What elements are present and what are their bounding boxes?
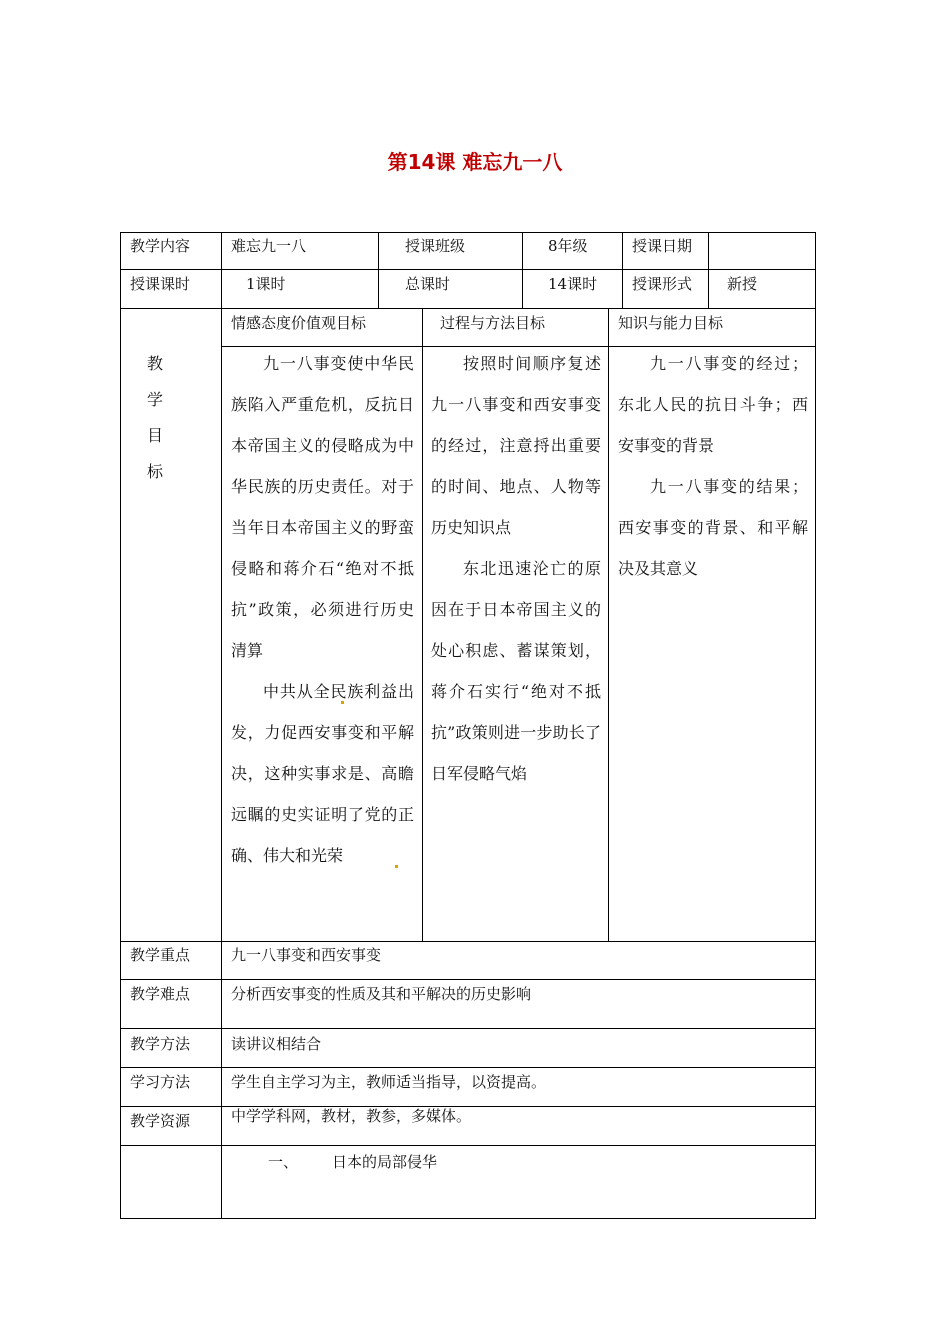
objectives-label-char: 目 bbox=[146, 426, 163, 445]
column-divider bbox=[708, 232, 709, 309]
total-hours-value: 14课时 bbox=[548, 275, 598, 293]
attitude-objective-p2: 中共从全民族利益出发，力促西安事变和平解决，这种实事求是、高瞻远瞩的史实证明了党的正确、伟大和光荣 bbox=[231, 682, 414, 865]
resources-label: 教学资源 bbox=[130, 1112, 191, 1130]
attitude-objective-p1: 九一八事变使中华民族陷入严重危机，反抗日本帝国主义的侵略成为中华民族的历史责任。对于当年日本帝国主义的野蛮侵略和蒋介石“绝对不抵抗”政策，必须进行历史清算 bbox=[231, 354, 414, 660]
objectives-label-char: 标 bbox=[146, 462, 163, 481]
row-divider bbox=[120, 979, 816, 980]
key-points-label: 教学重点 bbox=[130, 946, 191, 964]
column-divider bbox=[622, 232, 623, 309]
process-objective-text bbox=[431, 343, 601, 794]
key-points-value: 九一八事变和西安事变 bbox=[231, 946, 382, 964]
knowledge-objective-p2: 九一八事变的结果；西安事变的背景、和平解决及其意义 bbox=[618, 477, 808, 578]
lesson-title: 第14课 难忘九一八 bbox=[387, 150, 563, 174]
row-divider bbox=[120, 941, 816, 942]
objective-header-process: 过程与方法目标 bbox=[440, 314, 546, 332]
process-objective-p1: 按照时间顺序复述九一八事变和西安事变的经过，注意捋出重要的时间、地点、人物等历史知识点 bbox=[431, 354, 601, 537]
row-divider bbox=[120, 308, 816, 309]
objective-header-attitude: 情感态度价值观目标 bbox=[231, 314, 367, 332]
row-divider bbox=[120, 1028, 816, 1029]
objectives-label bbox=[145, 346, 165, 490]
knowledge-objective-text bbox=[618, 343, 808, 589]
teaching-content-label: 教学内容 bbox=[130, 237, 191, 255]
table-border-right bbox=[815, 232, 816, 1219]
column-divider bbox=[378, 232, 379, 309]
learning-method-label: 学习方法 bbox=[130, 1073, 191, 1091]
row-divider bbox=[120, 1067, 816, 1068]
objectives-label-char: 学 bbox=[146, 390, 163, 409]
class-hours-label: 授课课时 bbox=[130, 275, 191, 293]
edit-mark bbox=[341, 701, 344, 704]
process-item-heading: 日本的局部侵华 bbox=[332, 1153, 438, 1171]
teaching-content-value: 难忘九一八 bbox=[231, 237, 307, 255]
class-value: 8年级 bbox=[548, 237, 588, 255]
attitude-objective-text bbox=[231, 343, 414, 876]
table-border-bottom bbox=[120, 1218, 816, 1219]
class-label: 授课班级 bbox=[405, 237, 466, 255]
teaching-method-value: 读讲议相结合 bbox=[231, 1035, 322, 1053]
difficulty-label: 教学难点 bbox=[130, 985, 191, 1003]
teaching-form-value: 新授 bbox=[727, 275, 758, 293]
objectives-column-divider bbox=[422, 308, 423, 942]
table-border-top bbox=[120, 232, 816, 233]
objectives-column-divider bbox=[608, 308, 609, 942]
learning-method-value: 学生自主学习为主，教师适当指导，以资提高。 bbox=[231, 1073, 547, 1091]
row-divider bbox=[120, 269, 816, 270]
knowledge-objective-p1: 九一八事变的经过；东北人民的抗日斗争；西安事变的背景 bbox=[618, 354, 808, 455]
process-objective-p2: 东北迅速沦亡的原因在于日本帝国主义的处心积虑、蓄谋策划，蒋介石实行“绝对不抵抗”政策则进一步助长了日军侵略气焰 bbox=[431, 559, 601, 783]
objectives-label-char: 教 bbox=[146, 354, 163, 373]
date-label: 授课日期 bbox=[632, 237, 693, 255]
class-hours-value: 1课时 bbox=[246, 275, 286, 293]
process-item-number: 一、 bbox=[268, 1153, 299, 1171]
label-column-divider bbox=[221, 232, 222, 1219]
objective-header-knowledge: 知识与能力目标 bbox=[618, 314, 724, 332]
teaching-method-label: 教学方法 bbox=[130, 1035, 191, 1053]
difficulty-value: 分析西安事变的性质及其和平解决的历史影响 bbox=[231, 985, 532, 1003]
total-hours-label: 总课时 bbox=[405, 275, 451, 293]
edit-mark bbox=[395, 865, 398, 868]
teaching-form-label: 授课形式 bbox=[632, 275, 693, 293]
resources-value: 中学学科网，教材，教参，多媒体。 bbox=[231, 1107, 472, 1125]
column-divider bbox=[522, 232, 523, 309]
row-divider bbox=[120, 1145, 816, 1146]
table-border-left bbox=[120, 232, 121, 1219]
